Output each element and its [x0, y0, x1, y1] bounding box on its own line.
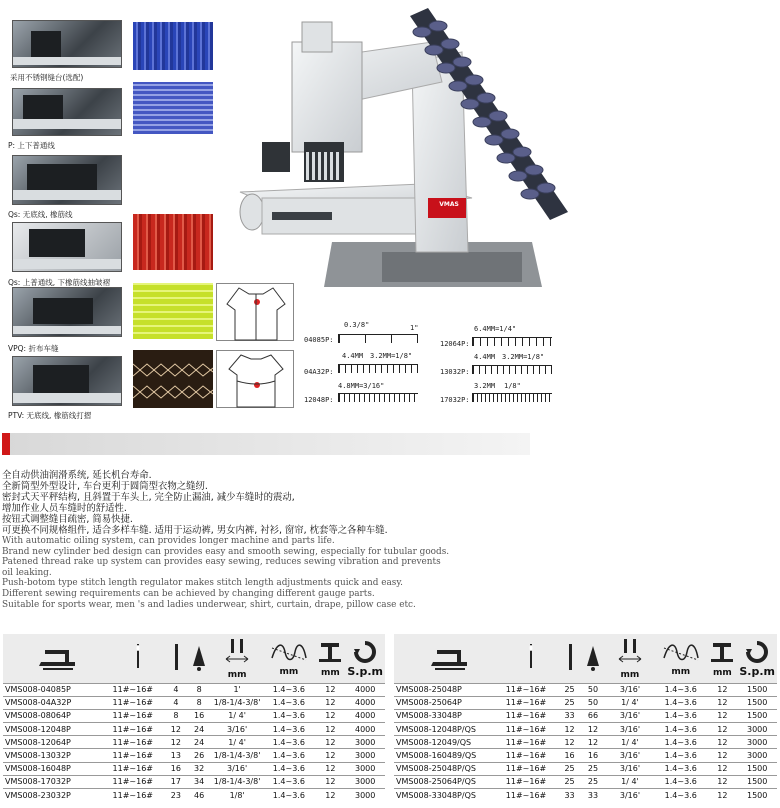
- spec-cell: 12: [707, 683, 737, 696]
- garment-sketch-blouse: [216, 350, 294, 408]
- spec-header-cell: [559, 634, 580, 683]
- spec-cell: 12: [580, 736, 606, 749]
- spec-cell: 12: [559, 723, 580, 736]
- table-row: [3, 775, 385, 788]
- spec-cell: 12: [315, 762, 345, 775]
- spec-cell: 1.4~3.6: [654, 736, 707, 749]
- stainless-bed-photo: [12, 20, 122, 68]
- spec-cell: 3/16': [606, 749, 654, 762]
- spec-cell: 11#~16#: [504, 709, 559, 722]
- spec-cell: 3000: [345, 762, 385, 775]
- spec-cell: 1.4~3.6: [262, 696, 315, 709]
- spec-cell: 1/8': [212, 789, 263, 802]
- spec-header-cell: [315, 634, 345, 683]
- spec-cell: 33: [559, 709, 580, 722]
- spec-cell: 12: [707, 696, 737, 709]
- spec-cell: 4000: [345, 696, 385, 709]
- spec-cell: 1.4~3.6: [262, 775, 315, 788]
- spec-cell: 12: [315, 749, 345, 762]
- gauge-icon: [617, 637, 643, 680]
- feature-zh-line: 按钮式调整缝目疏密, 简易快捷.: [2, 514, 133, 525]
- spec-table-right: [394, 634, 777, 802]
- spec-header-cell: [394, 634, 504, 683]
- spec-cell: 46: [186, 789, 211, 802]
- caption-stainless-bed: 采用不锈钢缝台(选配): [10, 73, 84, 82]
- spec-header-cell: [606, 634, 654, 683]
- spec-cell: 1500: [737, 762, 777, 775]
- seam-gauge-label: 4.4MM: [474, 353, 496, 361]
- spec-cell: 11#~16#: [111, 749, 166, 762]
- model-cell: VMS008-04085P: [3, 683, 111, 696]
- spec-cell: 3/16': [606, 762, 654, 775]
- spec-cell: 1.4~3.6: [262, 683, 315, 696]
- vpq-photo: [12, 287, 122, 337]
- feature-zh-line: 全自动供油润滑系统, 延长机台寿命.: [2, 470, 152, 481]
- spec-cell: 3000: [345, 749, 385, 762]
- model-cell: VMS008-25064P: [394, 696, 504, 709]
- spec-header-cell: [3, 634, 111, 683]
- spec-cell: 13: [165, 749, 186, 762]
- spec-cell: 1500: [737, 775, 777, 788]
- spec-cell: 11#~16#: [504, 696, 559, 709]
- spec-header-cell: [707, 634, 737, 683]
- unit-mm-label: mm: [279, 666, 299, 677]
- spec-cell: 3/16': [212, 762, 263, 775]
- seam-model-label: 12064P:: [440, 340, 470, 348]
- spec-cell: 12: [580, 723, 606, 736]
- needle-count-icon: [566, 642, 574, 674]
- spec-cell: 33: [559, 789, 580, 802]
- spec-cell: 25: [559, 683, 580, 696]
- spec-cell: 3000: [345, 775, 385, 788]
- feature-en-line: Different sewing requirements can be achieved by changing different gauge parts.: [2, 588, 375, 599]
- model-cell: VMS008-17032P: [3, 775, 111, 788]
- seam-gauge-end-label: 1": [410, 324, 419, 332]
- table-row: [394, 696, 777, 709]
- spec-table-left: [3, 634, 385, 802]
- spec-cell: 17: [165, 775, 186, 788]
- spec-cell: 1500: [737, 789, 777, 802]
- spec-cell: 1/ 4': [606, 775, 654, 788]
- spec-cell: 25: [580, 762, 606, 775]
- machine-brand-plate: VMAS: [439, 201, 459, 208]
- spec-cell: 11#~16#: [111, 736, 166, 749]
- spec-cell: 11#~16#: [111, 762, 166, 775]
- spec-cell: 11#~16#: [504, 723, 559, 736]
- spec-cell: 12: [559, 736, 580, 749]
- spec-cell: 11#~16#: [504, 683, 559, 696]
- fabric-swatch-dark-elastic: [133, 350, 213, 408]
- feature-zh-line: 全新筒型外型设计, 车台更利于圆筒型衣物之缝纫.: [2, 481, 208, 492]
- ptv-photo: [12, 356, 122, 406]
- spec-cell: 11#~16#: [504, 749, 559, 762]
- spec-cell: 3/16': [606, 723, 654, 736]
- spec-cell: 4: [165, 683, 186, 696]
- spec-cell: 1.4~3.6: [654, 723, 707, 736]
- table-row: [3, 736, 385, 749]
- speed-unit-label: S.p.m: [739, 664, 775, 678]
- spec-cell: 1.4~3.6: [262, 709, 315, 722]
- spec-cell: 12: [315, 736, 345, 749]
- seam-gauge-label: 4.4MM: [342, 352, 364, 360]
- table-row: [3, 709, 385, 722]
- spec-cell: 11#~16#: [111, 696, 166, 709]
- seam-gauge-label-2: 1/8": [504, 382, 521, 390]
- spec-header-cell: [165, 634, 186, 683]
- spec-cell: 8: [186, 683, 211, 696]
- spec-cell: 4000: [345, 723, 385, 736]
- seam-model-label: 04085P:: [304, 336, 334, 344]
- feature-en-line: oil leaking.: [2, 567, 52, 578]
- model-cell: VMS008-04A32P: [3, 696, 111, 709]
- spec-cell: 34: [186, 775, 211, 788]
- spec-cell: 1': [212, 683, 263, 696]
- machine-icon: [35, 642, 79, 674]
- spec-cell: 11#~16#: [504, 789, 559, 802]
- table-row: [394, 736, 777, 749]
- seam-ticks: [338, 365, 418, 373]
- spec-cell: 12: [165, 736, 186, 749]
- fabric-swatch-yellow-green: [133, 283, 213, 339]
- caption-qs-1: Qs: 无底线, 橡筋线: [8, 210, 73, 219]
- spec-cell: 1500: [737, 709, 777, 722]
- unit-mm-label: mm: [671, 666, 691, 677]
- spec-cell: 3/16': [606, 709, 654, 722]
- table-row: [3, 683, 385, 696]
- spec-cell: 3/16': [606, 789, 654, 802]
- model-cell: VMS008-08064P: [3, 709, 111, 722]
- seam-model-label: 13032P:: [440, 368, 470, 376]
- spec-cell: 1.4~3.6: [262, 723, 315, 736]
- unit-mm-label: mm: [320, 667, 340, 678]
- spec-cell: 12: [315, 696, 345, 709]
- seam-gauge-label: 4.8MM=3/16": [338, 382, 385, 390]
- spec-cell: 26: [186, 749, 211, 762]
- spec-cell: 1/ 4': [212, 736, 263, 749]
- unit-mm-label: mm: [227, 669, 247, 680]
- seam-model-label: 04A32P:: [304, 368, 334, 376]
- needle-icon: [133, 642, 143, 674]
- feature-description: [2, 470, 562, 610]
- model-cell: VMS008-12048P: [3, 723, 111, 736]
- spec-cell: 25: [580, 775, 606, 788]
- spec-cell: 4000: [345, 709, 385, 722]
- spec-header-cell: [212, 634, 263, 683]
- spec-cell: 3000: [737, 723, 777, 736]
- spec-cell: 25: [559, 775, 580, 788]
- spec-cell: 12: [707, 723, 737, 736]
- spec-cell: 12: [315, 709, 345, 722]
- spec-cell: 12: [315, 775, 345, 788]
- spec-cell: 3/16': [212, 723, 263, 736]
- spec-header-row: [394, 634, 777, 683]
- spec-cell: 3000: [737, 749, 777, 762]
- model-cell: VMS008-12048P/QS: [394, 723, 504, 736]
- seam-model-label: 17032P:: [440, 396, 470, 404]
- feature-zh-line: 增加作业人员车缝时的舒适性.: [2, 503, 127, 514]
- spec-cell: 12: [707, 709, 737, 722]
- feature-en-line: With automatic oiling system, can provides longer machine and parts life.: [2, 536, 335, 546]
- spec-cell: 33: [580, 789, 606, 802]
- spec-cell: 11#~16#: [111, 683, 166, 696]
- feature-en-line: Patened thread rake up system can provides easy sewing, reduces sewing vibration and prevents: [2, 557, 441, 568]
- seam-model-label: 12048P:: [304, 396, 334, 404]
- spec-cell: 12: [707, 762, 737, 775]
- model-cell: VMS008-25048P: [394, 683, 504, 696]
- spec-cell: 1.4~3.6: [654, 762, 707, 775]
- table-row: [394, 789, 777, 802]
- model-cell: VMS008-160489/QS: [394, 749, 504, 762]
- fabric-swatch-blue-knit: [133, 82, 213, 134]
- fabric-swatch-red-shirred: [133, 214, 213, 270]
- spec-cell: 11#~16#: [504, 762, 559, 775]
- machine-icon: [427, 642, 471, 674]
- spec-cell: 50: [580, 683, 606, 696]
- spec-cell: 8: [165, 709, 186, 722]
- qs-photo-1: [12, 155, 122, 205]
- spec-header-cell: [111, 634, 166, 683]
- caption-vpq: VPQ: 折布车缝: [8, 344, 59, 353]
- feature-zh-line: 密封式天平秤结构, 且斜置于车头上, 完全防止漏油, 减少车缝时的震动,: [2, 492, 295, 503]
- spec-cell: 12: [315, 723, 345, 736]
- spec-cell: 16: [559, 749, 580, 762]
- spec-cell: 1500: [737, 683, 777, 696]
- spec-cell: 11#~16#: [111, 723, 166, 736]
- needle-count-icon: [172, 642, 180, 674]
- spec-cell: 24: [186, 723, 211, 736]
- spec-header-cell: [737, 634, 777, 683]
- table-row: [3, 696, 385, 709]
- feature-en-line: Push-botom type stitch length regulator makes stitch length adjustments quick and easy.: [2, 578, 403, 589]
- spec-cell: 12: [315, 789, 345, 802]
- seam-ticks: [472, 366, 552, 374]
- spec-cell: 32: [186, 762, 211, 775]
- caption-qs-2: Qs: 上普通线, 下橡筋线抽皱褶: [8, 278, 110, 287]
- gauge-icon: [224, 637, 250, 680]
- unit-mm-label: mm: [712, 667, 732, 678]
- table-row: [394, 775, 777, 788]
- model-cell: VMS008-25064P/QS: [394, 775, 504, 788]
- elastic-pattern: [133, 350, 213, 408]
- spec-cell: 1.4~3.6: [262, 789, 315, 802]
- table-row: [3, 789, 385, 802]
- spec-cell: 25: [559, 696, 580, 709]
- sewing-machine-image: [232, 2, 572, 292]
- needle-icon: [526, 642, 536, 674]
- presser-lift-icon: [709, 639, 735, 678]
- spec-cell: 1/ 4': [606, 736, 654, 749]
- spec-cell: 16: [580, 749, 606, 762]
- spec-header-cell: [504, 634, 559, 683]
- spec-cell: 24: [186, 736, 211, 749]
- table-row: [394, 749, 777, 762]
- spec-cell: 1.4~3.6: [654, 709, 707, 722]
- seam-ticks: [338, 394, 418, 402]
- model-cell: VMS008-25048P/QS: [394, 762, 504, 775]
- spec-cell: 11#~16#: [111, 789, 166, 802]
- spec-cell: 12: [165, 723, 186, 736]
- seam-ticks: [472, 394, 552, 402]
- spec-cell: 4: [165, 696, 186, 709]
- seam-gauge-label: 3.2MM: [474, 382, 496, 390]
- spec-cell: 16: [186, 709, 211, 722]
- table-row: [394, 723, 777, 736]
- table-row: [3, 762, 385, 775]
- spec-cell: 25: [559, 762, 580, 775]
- spec-header-cell: [262, 634, 315, 683]
- spec-cell: 11#~16#: [111, 709, 166, 722]
- spec-cell: 1/8-1/4-3/8': [212, 696, 263, 709]
- model-cell: VMS008-23032P: [3, 789, 111, 802]
- spec-cell: 12: [707, 736, 737, 749]
- model-cell: VMS008-12049/QS: [394, 736, 504, 749]
- spec-cell: 1.4~3.6: [262, 736, 315, 749]
- caption-p: P: 上下普通线: [8, 141, 55, 150]
- table-row: [3, 749, 385, 762]
- looper-icon: [585, 642, 601, 674]
- spec-cell: 12: [707, 749, 737, 762]
- seam-gauge-label-2: 3.2MM=1/8": [370, 352, 413, 360]
- feature-en-line: Brand new cylinder bed design can provides easy and smooth sewing, especially for tubular goods.: [2, 546, 450, 557]
- seam-gauge-label-2: 3.2MM=1/8": [502, 353, 545, 361]
- table-row: [394, 709, 777, 722]
- qs-photo-2: [12, 222, 122, 272]
- seam-gauge-label: 6.4MM=1/4": [474, 325, 517, 333]
- p-stitch-photo: [12, 88, 122, 136]
- table-row: [394, 683, 777, 696]
- spec-cell: 12: [707, 775, 737, 788]
- fabric-swatch-blue-stripes: [133, 22, 213, 70]
- spec-cell: 1.4~3.6: [262, 749, 315, 762]
- presser-lift-icon: [317, 639, 343, 678]
- spec-cell: 11#~16#: [504, 736, 559, 749]
- spec-cell: 1.4~3.6: [654, 683, 707, 696]
- stitch-length-icon: [269, 640, 309, 677]
- table-row: [3, 723, 385, 736]
- spec-cell: 11#~16#: [111, 775, 166, 788]
- spec-header-cell: [345, 634, 385, 683]
- spec-cell: 1.4~3.6: [654, 775, 707, 788]
- stitch-length-icon: [661, 640, 701, 677]
- spec-cell: 11#~16#: [504, 775, 559, 788]
- spec-cell: 66: [580, 709, 606, 722]
- speed-icon: [347, 639, 383, 678]
- speed-icon: [739, 639, 775, 678]
- section-bar: [2, 433, 530, 455]
- spec-cell: 1/ 4': [212, 709, 263, 722]
- spec-header-cell: [186, 634, 211, 683]
- model-cell: VMS008-33048P/QS: [394, 789, 504, 802]
- section-bar-accent: [2, 433, 10, 455]
- spec-cell: 1.4~3.6: [654, 749, 707, 762]
- feature-en-line: Suitable for sports wear, men 's and ladies underwear, shirt, curtain, drape, pillow case etc.: [2, 599, 416, 610]
- spec-cell: 3000: [737, 736, 777, 749]
- looper-icon: [191, 642, 207, 674]
- spec-cell: 3/16': [606, 683, 654, 696]
- caption-ptv: PTV: 无底线, 橡筋线打摺: [8, 411, 92, 420]
- spec-cell: 50: [580, 696, 606, 709]
- spec-cell: 12: [707, 789, 737, 802]
- spec-cell: 1.4~3.6: [262, 762, 315, 775]
- seam-gauge-label: 0.3/8": [344, 321, 370, 329]
- spec-cell: 1500: [737, 696, 777, 709]
- model-cell: VMS008-13032P: [3, 749, 111, 762]
- spec-cell: 1/8-1/4-3/8': [212, 749, 263, 762]
- unit-mm-label: mm: [620, 669, 640, 680]
- speed-unit-label: S.p.m: [347, 664, 383, 678]
- spec-cell: 16: [165, 762, 186, 775]
- spec-header-row: [3, 634, 385, 683]
- model-cell: VMS008-33048P: [394, 709, 504, 722]
- spec-cell: 23: [165, 789, 186, 802]
- seam-ticks: [472, 338, 552, 346]
- model-cell: VMS008-12064P: [3, 736, 111, 749]
- spec-cell: 1.4~3.6: [654, 696, 707, 709]
- spec-cell: 1/8-1/4-3/8': [212, 775, 263, 788]
- model-cell: VMS008-16048P: [3, 762, 111, 775]
- spec-cell: 4000: [345, 683, 385, 696]
- spec-cell: 3000: [345, 736, 385, 749]
- spec-cell: 1.4~3.6: [654, 789, 707, 802]
- feature-zh-line: 可更换不同规格组件, 适合多样车缝. 适用于运动裤, 男女内裤, 衬衫, 窗帘, 枕套等之各种车缝.: [2, 525, 388, 536]
- spec-cell: 8: [186, 696, 211, 709]
- spec-cell: 3000: [345, 789, 385, 802]
- spec-cell: 12: [315, 683, 345, 696]
- spec-header-cell: [580, 634, 606, 683]
- table-row: [394, 762, 777, 775]
- spec-header-cell: [654, 634, 707, 683]
- seam-ticks: [338, 335, 418, 343]
- spec-cell: 1/ 4': [606, 696, 654, 709]
